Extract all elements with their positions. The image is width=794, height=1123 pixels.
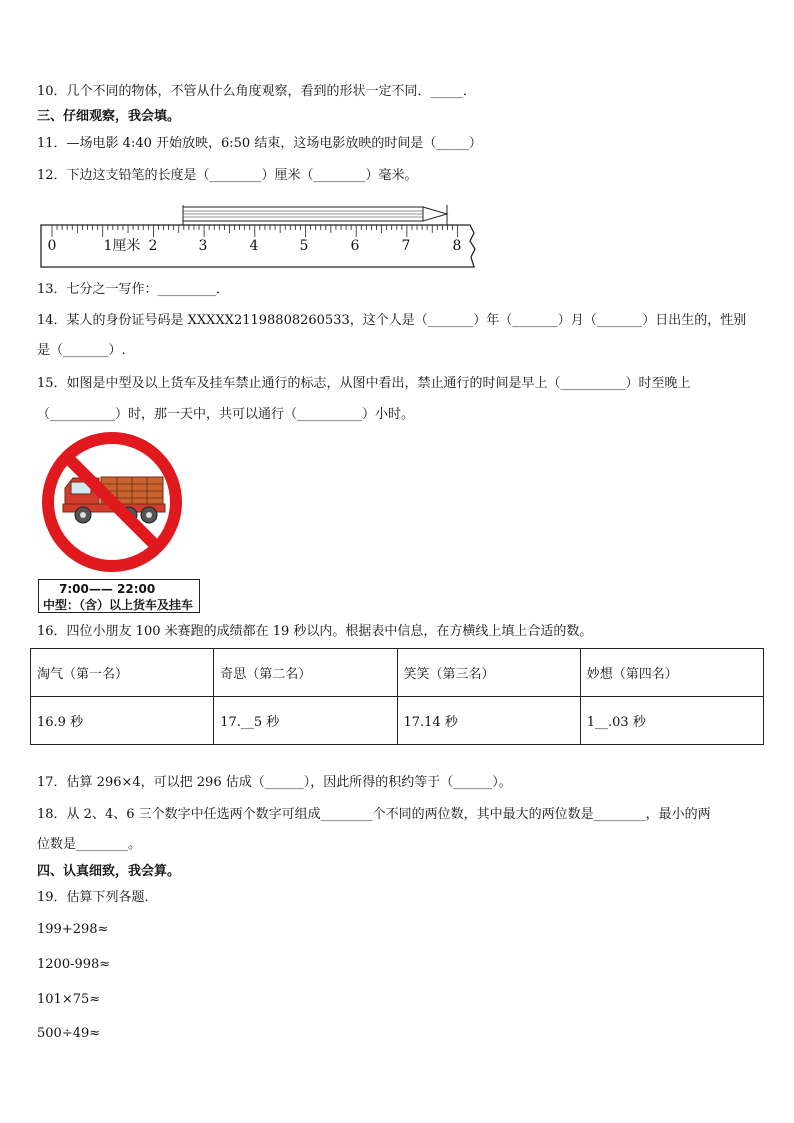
q18-line-1: 18．从 2、4、6 三个数字中任选两个数字可组成________个不同的两位数，其中最大的两位数是________，最小的两 — [37, 807, 711, 822]
table-header-cell: 妙想（第四名） — [580, 649, 763, 697]
ruler-with-pencil — [40, 205, 480, 271]
sign-time-label: 7:00—— 22:00 — [59, 582, 156, 596]
q10: 10．几个不同的物体，不管从什么角度观察，看到的形状一定不同．_____． — [37, 84, 477, 99]
q11: 11．—场电影 4:40 开始放映，6:50 结束，这场电影放映的时间是（_____） — [37, 136, 482, 151]
table-header-cell: 奇思（第二名） — [214, 649, 397, 697]
section-3-heading: 三、仔细观察，我会填。 — [37, 109, 181, 124]
ruler-label-6: 6 — [350, 238, 360, 254]
race-results-table — [30, 648, 764, 745]
ruler-label-8: 8 — [452, 238, 462, 254]
q18-line-2: 位数是________。 — [37, 837, 142, 852]
calc-item: 500÷49≈ — [37, 1026, 101, 1041]
calc-item: 1200-998≈ — [37, 957, 111, 972]
ruler-label-1: 1厘米 — [103, 238, 141, 254]
sign-caption — [38, 579, 200, 613]
sign-note-label: 中型：（含）以上货车及挂车 — [43, 598, 194, 612]
q14-line-2: 是（_______）. — [37, 343, 126, 358]
table-row — [31, 649, 764, 697]
table-cell: 16.9 秒 — [31, 697, 214, 745]
calc-item: 101×75≈ — [37, 992, 101, 1007]
ruler-label-5: 5 — [299, 238, 309, 254]
table-header-cell: 淘气（第一名） — [31, 649, 214, 697]
ruler-label-4: 4 — [249, 238, 259, 254]
ruler-label-3: 3 — [198, 238, 208, 254]
calc-item: 199+298≈ — [37, 922, 109, 937]
q13: 13．七分之一写作：_________． — [37, 282, 230, 297]
q14-line-1: 14．某人的身份证号码是 XXXXX21198808260533，这个人是（_______）年（_______）月（_______）日出生的，性别 — [37, 313, 747, 328]
table-row — [31, 697, 764, 745]
ruler-label-0: 0 — [47, 238, 57, 254]
section-4-heading: 四、认真细致，我会算。 — [37, 864, 181, 879]
table-cell: 1__.03 秒 — [580, 697, 763, 745]
ruler-label-2: 2 — [148, 238, 158, 254]
q15-line-1: 15．如图是中型及以上货车及挂车禁止通行的标志，从图中看出，禁止通行的时间是早上（__________）时至晚上 — [37, 376, 691, 391]
q15-line-2: （__________）时，那一天中，共可以通行（__________）小时。 — [37, 407, 415, 422]
q17: 17．估算 296×4，可以把 296 估成（______），因此所得的积约等于（______）。 — [37, 775, 512, 790]
table-cell: 17.14 秒 — [397, 697, 580, 745]
ruler-label-7: 7 — [401, 238, 411, 254]
table-header-cell: 笑笑（第三名） — [397, 649, 580, 697]
q16: 16．四位小朋友 100 米赛跑的成绩都在 19 秒以内。根据表中信息，在方横线上填上合适的数。 — [37, 624, 593, 639]
q12: 12．下边这支铅笔的长度是（________）厘米（________）毫米。 — [37, 168, 418, 183]
pencil-image — [183, 205, 447, 227]
q19: 19．估算下列各题． — [37, 890, 158, 905]
table-cell: 17.__5 秒 — [214, 697, 397, 745]
